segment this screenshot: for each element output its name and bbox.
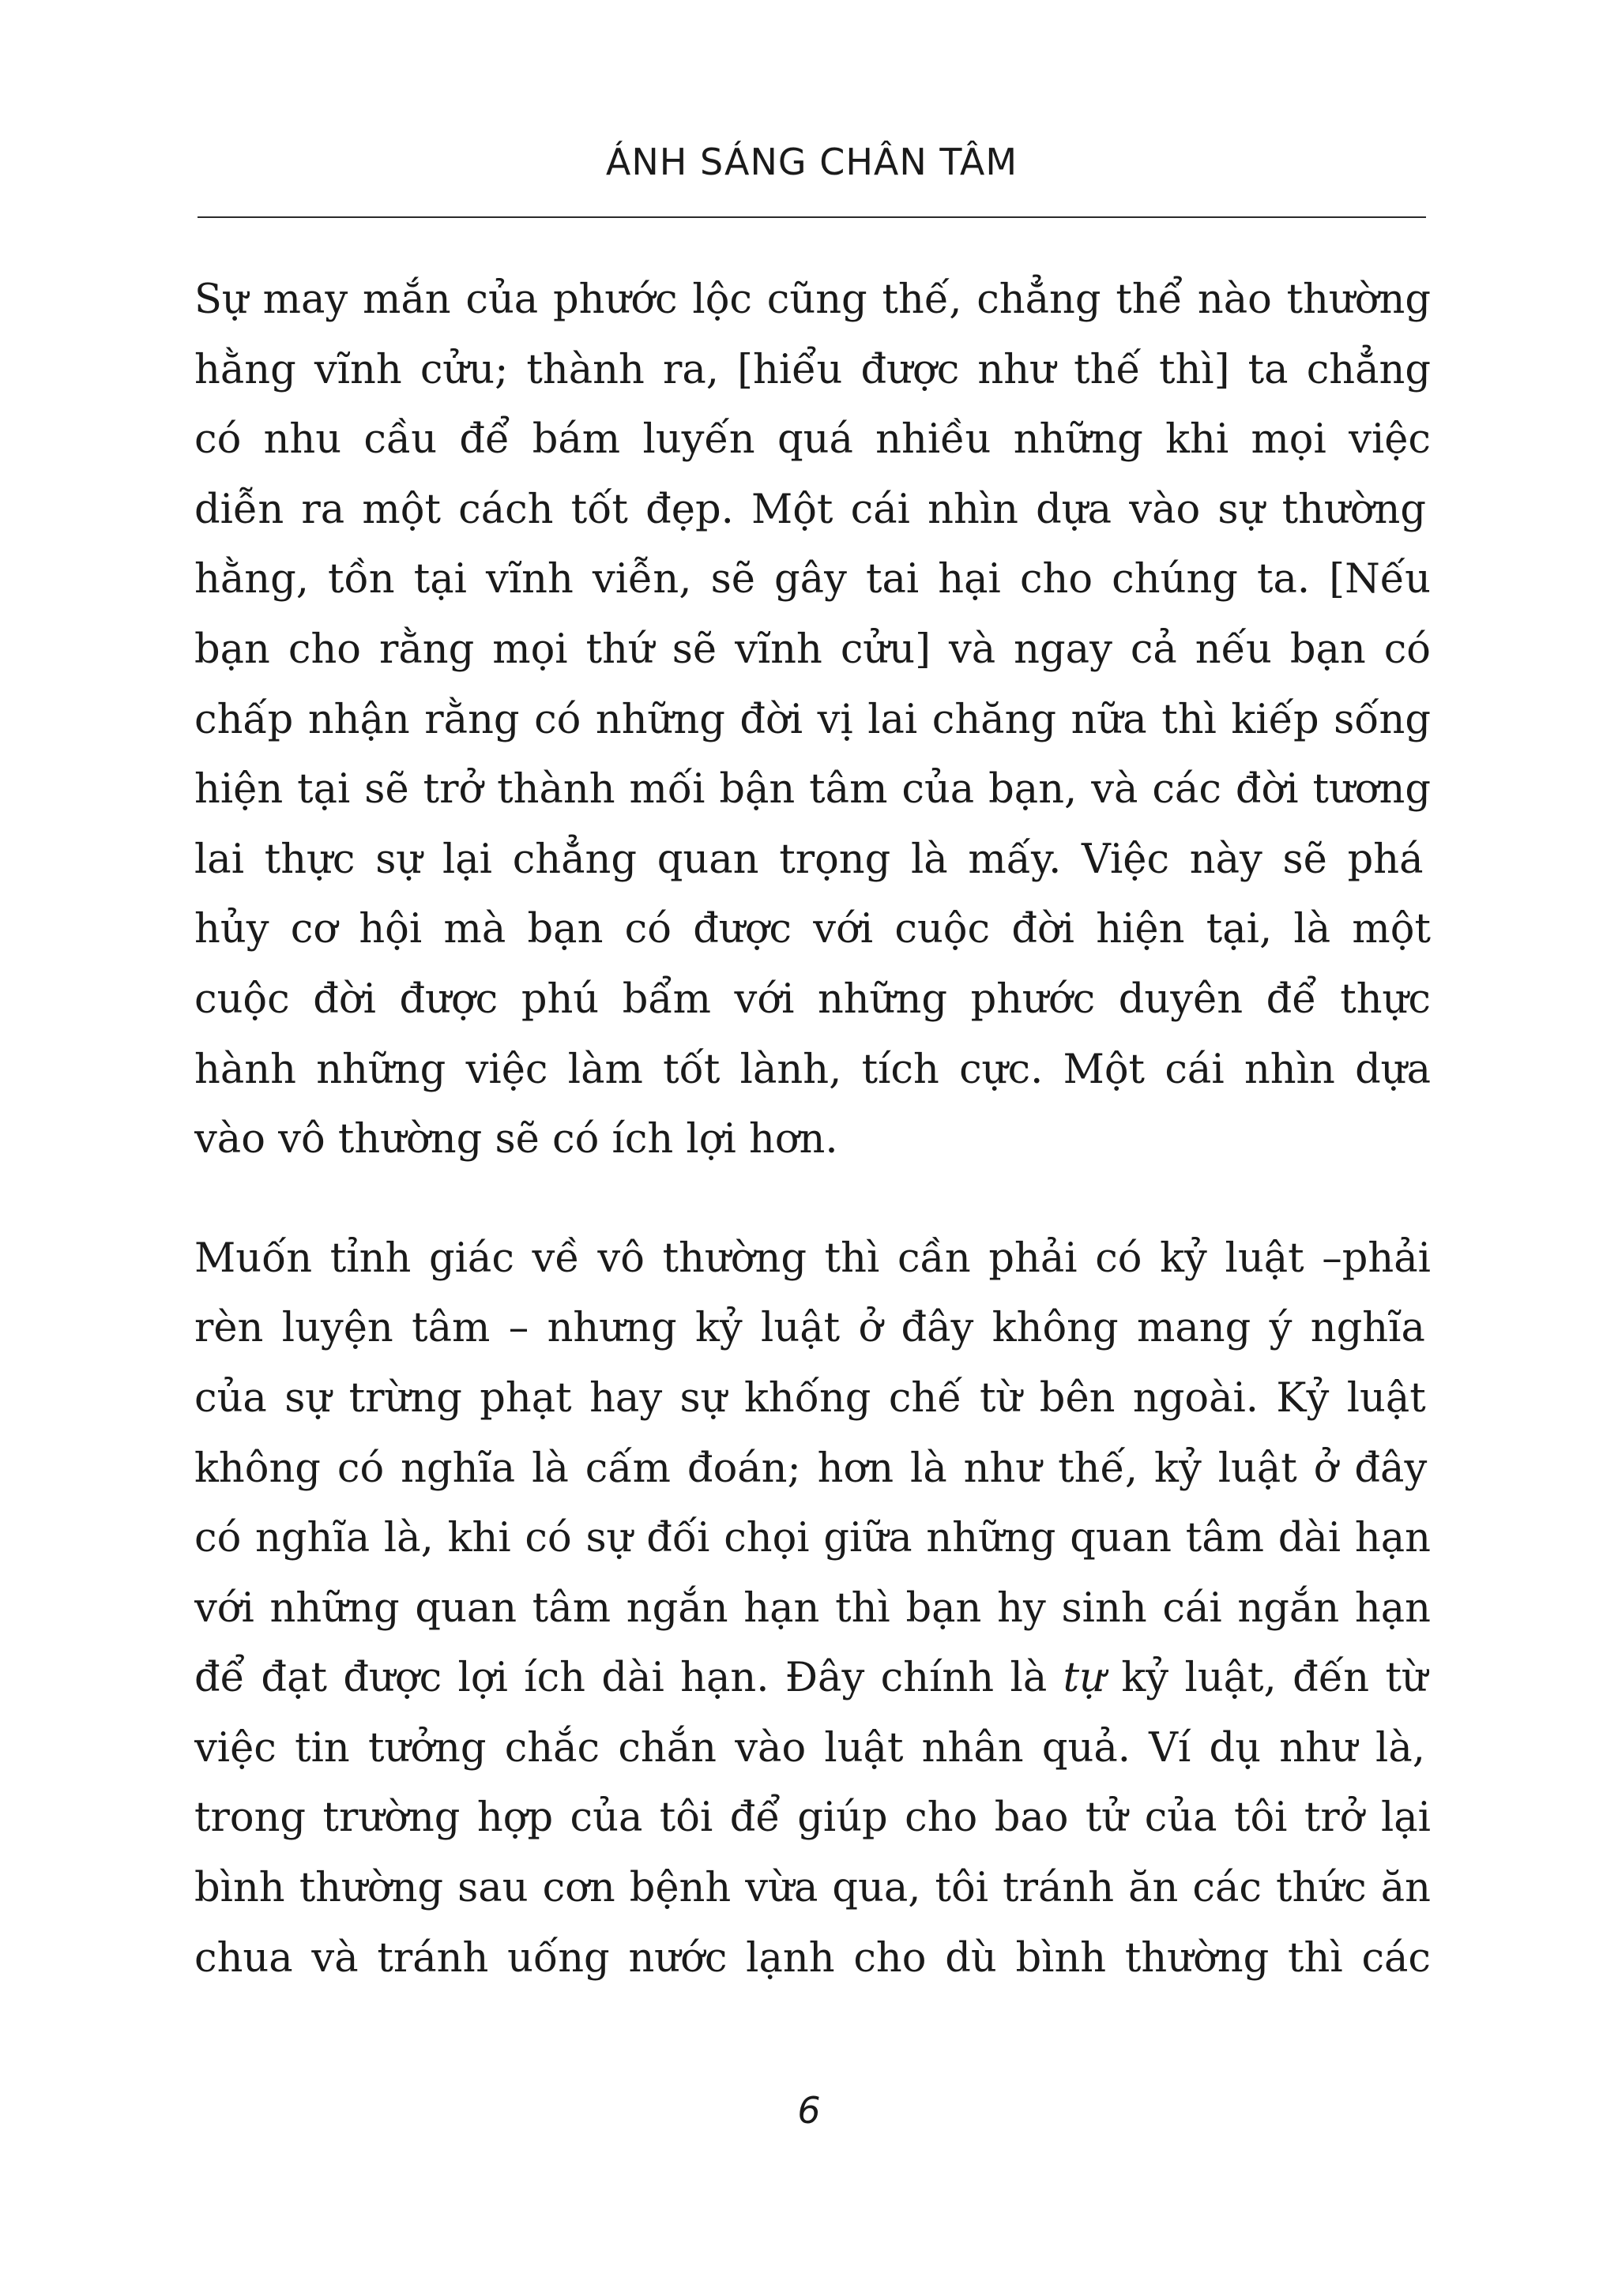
text-line: với những quan tâm ngắn hạn thì bạn hy sinh cái ngắn hạn (194, 1584, 1431, 1632)
text-line: trong trường hợp của tôi để giúp cho bao tử của tôi trở lại (194, 1794, 1431, 1842)
text-line: hiện tại sẽ trở thành mối bận tâm của bạn, và các đời tương (194, 766, 1431, 814)
text-line: Muốn tỉnh giác về vô thường thì cần phải có kỷ luật –phải (194, 1234, 1431, 1282)
header-rule (198, 216, 1426, 218)
text-line: Sự may mắn của phước lộc cũng thế, chẳng thể nào thường (194, 276, 1431, 323)
text-line: có nhu cầu để bám luyến quá nhiều những khi mọi việc (194, 416, 1431, 464)
text-line: chua và tránh uống nước lạnh cho dù bình thường thì các (194, 1934, 1431, 1982)
text-line-with-italic (194, 1644, 1431, 1714)
text-line: của sự trừng phạt hay sự khống chế từ bên ngoài. Kỷ luật (194, 1374, 1426, 1422)
text-line: không có nghĩa là cấm đoán; hơn là như thế, kỷ luật ở đây (194, 1445, 1428, 1492)
text-line: diễn ra một cách tốt đẹp. Một cái nhìn dựa vào sự thường (194, 486, 1427, 533)
text-line: việc tin tưởng chắc chắn vào luật nhân quả. Ví dụ như là, (194, 1724, 1425, 1772)
page-number: 6 (797, 2089, 821, 2132)
paragraph-2 (194, 1224, 1431, 1994)
text-line: cuộc đời được phú bẩm với những phước duyên để thực (194, 975, 1431, 1023)
paragraph-1 (194, 265, 1431, 1175)
text-line: chấp nhận rằng có những đời vị lai chăng nữa thì kiếp sống (194, 696, 1431, 743)
text-line: lai thực sự lại chẳng quan trọng là mấy. Việc này sẽ phá (194, 836, 1424, 883)
text-segment: kỷ luật, đến từ (1104, 1655, 1428, 1702)
text-line: hằng vĩnh cửu; thành ra, [hiểu được như thế thì] ta chẳng (194, 346, 1431, 393)
text-line: hằng, tồn tại vĩnh viễn, sẽ gây tai hại cho chúng ta. [Nếu (194, 556, 1431, 603)
text-line: hành những việc làm tốt lành, tích cực. Một cái nhìn dựa (194, 1046, 1431, 1093)
body-text (194, 265, 1431, 1993)
text-line: có nghĩa là, khi có sự đối chọi giữa những quan tâm dài hạn (194, 1515, 1431, 1562)
text-line: rèn luyện tâm – nhưng kỷ luật ở đây không mang ý nghĩa (194, 1305, 1425, 1352)
paragraph-spacer (194, 1175, 1431, 1224)
text-line: vào vô thường sẽ có ích lợi hơn. (194, 1116, 838, 1163)
text-line: hủy cơ hội mà bạn có được với cuộc đời hiện tại, là một (194, 906, 1431, 953)
text-segment: để đạt được lợi ích dài hạn. Đây chính là (194, 1655, 1063, 1702)
italic-word: tự (1063, 1655, 1105, 1702)
text-line: bình thường sau cơn bệnh vừa qua, tôi tránh ăn các thức ăn (194, 1865, 1431, 1912)
running-title: ÁNH SÁNG CHÂN TÂM (605, 141, 1018, 183)
text-line: bạn cho rằng mọi thứ sẽ vĩnh cửu] và ngay cả nếu bạn có (194, 626, 1431, 673)
